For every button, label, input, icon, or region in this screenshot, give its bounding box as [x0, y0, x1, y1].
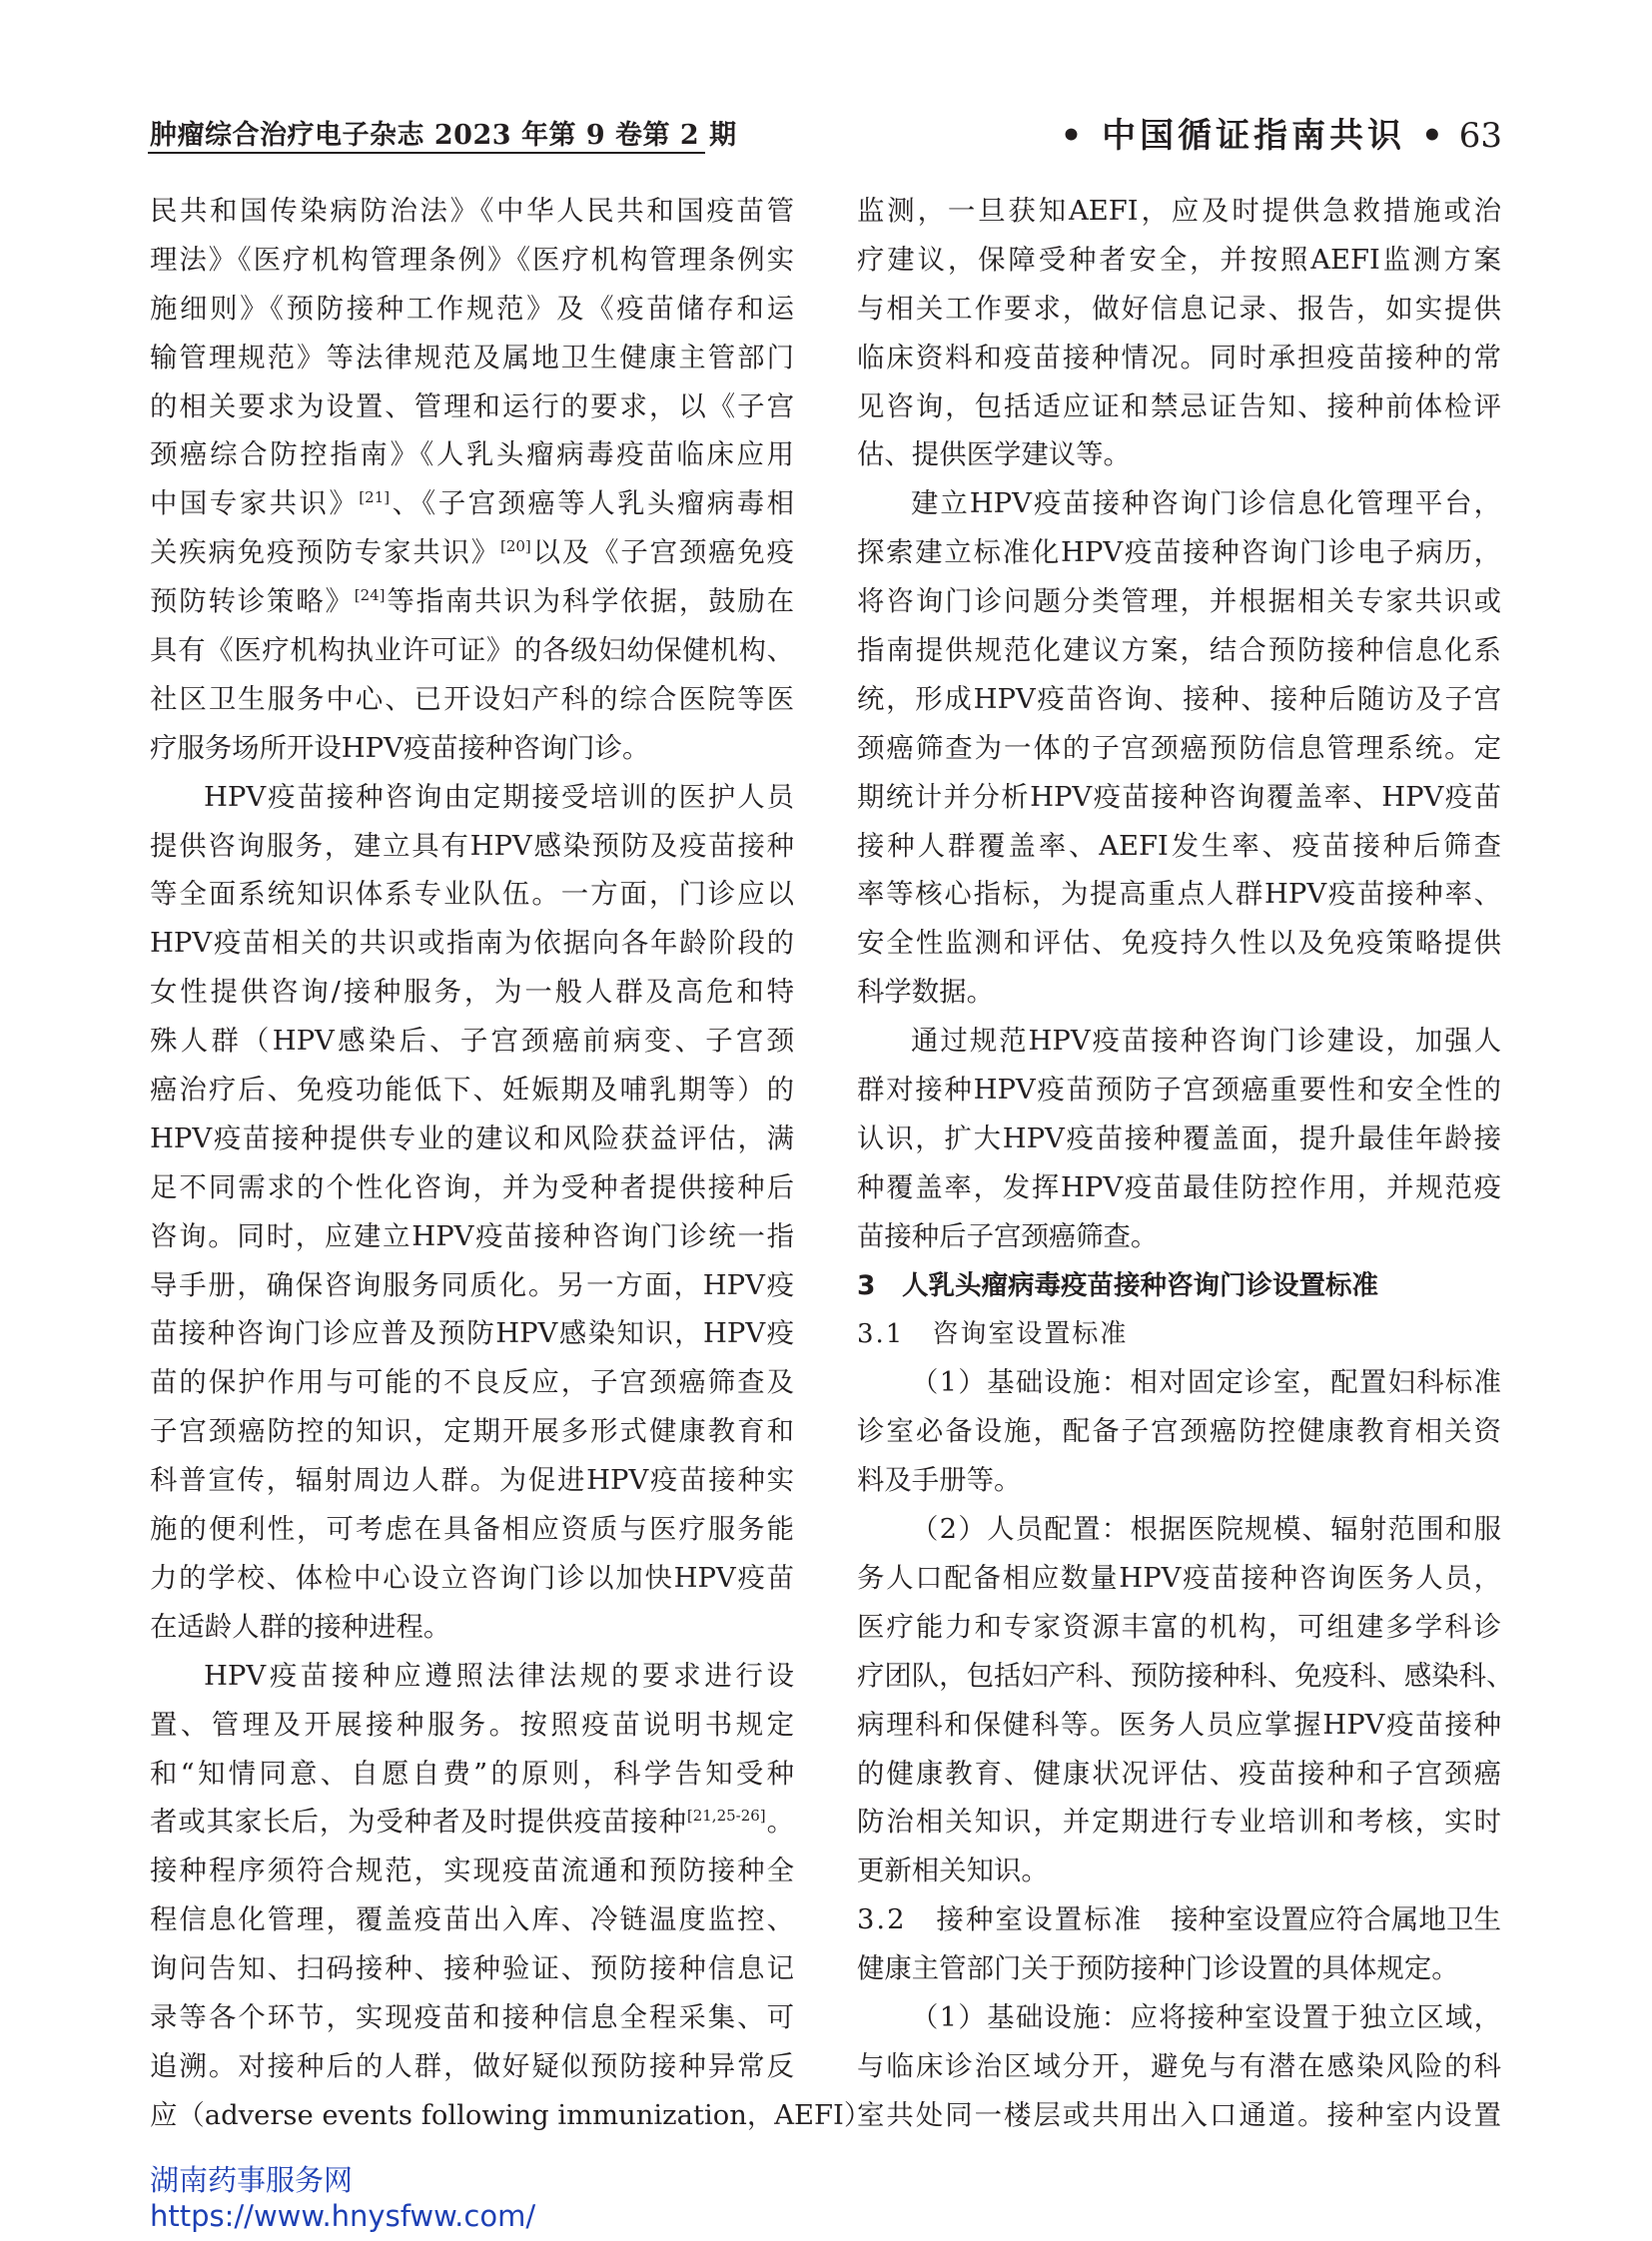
text-line: （1）基础设施：应将接种室设置于独立区域， [911, 2001, 1501, 2033]
text-line: 等全面系统知识体系专业队伍。一方面，门诊应以 [150, 879, 794, 911]
watermark-site-name: 湖南药事服务网 [150, 2163, 354, 2197]
text-line: 务人口配备相应数量HPV疫苗接种咨询医务人员， [857, 1562, 1501, 1594]
text-line: 室共处同一楼层或共用出入口通道。接种室内设置 [857, 2099, 1501, 2131]
text-run: 预防转诊策略》 [150, 586, 355, 618]
text-line: 疗服务场所开设HPV疫苗接种咨询门诊。 [150, 732, 650, 764]
text-line: 科普宣传，辐射周边人群。为促进HPV疫苗接种实 [150, 1465, 794, 1497]
text-line: 询问告知、扫码接种、接种验证、预防接种信息记 [150, 1953, 794, 1985]
citation-superscript: [24] [354, 586, 386, 604]
text-line: 期统计并分析HPV疫苗接种咨询覆盖率、HPV疫苗 [857, 781, 1501, 813]
text-line: 接种程序须符合规范，实现疫苗流通和预防接种全 [150, 1856, 794, 1887]
text-line: 颈癌综合防控指南》《人乳头瘤病毒疫苗临床应用 [150, 439, 794, 471]
text-line: 导手册，确保咨询服务同质化。另一方面，HPV疫 [150, 1269, 794, 1301]
text-line: 种覆盖率，发挥HPV疫苗最佳防控作用，并规范疫 [857, 1171, 1501, 1203]
text-run: 关疾病免疫预防专家共识》 [150, 537, 500, 569]
text-line [150, 529, 794, 578]
text-line: 与临床诊治区域分开，避免与有潜在感染风险的科 [857, 2050, 1501, 2082]
text-line: 接种人群覆盖率、AEFI发生率、疫苗接种后筛查 [857, 830, 1501, 862]
text-line: 疗团队，包括妇产科、预防接种科、免疫科、感染科、 [857, 1660, 1514, 1692]
text-run: 。 [765, 1807, 794, 1839]
text-run: 等指南共识为科学依据，鼓励在 [385, 586, 794, 618]
text-line: 估、提供医学建议等。 [857, 439, 1131, 471]
running-header-section [1061, 108, 1502, 157]
text-line: 施的便利性，可考虑在具备相应资质与医疗服务能 [150, 1514, 794, 1546]
text-run: 、《子宫颈癌等人乳头瘤病毒相 [390, 488, 794, 520]
watermark-url[interactable]: https://www.hnysfww.com/ [150, 2199, 536, 2233]
text-line: 追溯。对接种后的人群，做好疑似预防接种异常反 [150, 2050, 794, 2082]
header-rule [148, 152, 705, 154]
text-line: 提供咨询服务，建立具有HPV感染预防及疫苗接种 [150, 830, 794, 862]
text-line: 病理科和保健科等。医务人员应掌握HPV疫苗接种 [857, 1709, 1501, 1741]
text-line: 力的学校、体检中心设立咨询门诊以加快HPV疫苗 [150, 1562, 794, 1594]
text-run: 者或其家长后，为受种者及时提供疫苗接种 [150, 1807, 687, 1839]
text-line: HPV疫苗相关的共识或指南为依据向各年龄阶段的 [150, 928, 794, 960]
citation-superscript: [21] [359, 488, 391, 507]
text-line: 率等核心指标，为提高重点人群HPV疫苗接种率、 [857, 879, 1501, 911]
text-run: 接种室设置应符合属地卫生 [1143, 1904, 1501, 1936]
watermark-footer [150, 2162, 535, 2234]
text-line: 料及手册等。 [857, 1465, 1022, 1497]
left-column [150, 188, 872, 2141]
text-line: 的健康教育、健康状况评估、疫苗接种和子宫颈癌 [857, 1758, 1501, 1790]
section-heading: 3 人乳头瘤病毒疫苗接种咨询门诊设置标准 [857, 1269, 1378, 1301]
text-line: 程信息化管理，覆盖疫苗出入库、冷链温度监控、 [150, 1904, 794, 1936]
text-line [150, 578, 794, 627]
text-line: 建立HPV疫苗接种咨询门诊信息化管理平台， [911, 488, 1501, 520]
text-line: 苗的保护作用与可能的不良反应，子宫颈癌筛查及 [150, 1367, 794, 1399]
text-line: 科学数据。 [857, 977, 994, 1009]
text-line: 殊人群（HPV感染后、子宫颈癌前病变、子宫颈 [150, 1026, 794, 1058]
text-line: 颈癌筛查为一体的子宫颈癌预防信息管理系统。定 [857, 732, 1501, 764]
text-line: 防治相关知识，并定期进行专业培训和考核，实时 [857, 1807, 1501, 1839]
text-line: 社区卫生服务中心、已开设妇产科的综合医院等医 [150, 683, 794, 715]
text-line: 健康主管部门关于预防接种门诊设置的具体规定。 [857, 1953, 1459, 1985]
text-line: 民共和国传染病防治法》《中华人民共和国疫苗管 [150, 196, 794, 227]
text-line: 具有《医疗机构执业许可证》的各级妇幼保健机构、 [150, 635, 794, 667]
text-line: 监测，一旦获知AEFI，应及时提供急救措施或治 [857, 196, 1501, 227]
text-line: 咨询。同时，应建立HPV疫苗接种咨询门诊统一指 [150, 1220, 794, 1252]
text-line: 录等各个环节，实现疫苗和接种信息全程采集、可 [150, 2001, 794, 2033]
text-line: 癌治疗后、免疫功能低下、妊娠期及哺乳期等）的 [150, 1075, 794, 1107]
text-line: 医疗能力和专家资源丰富的机构，可组建多学科诊 [857, 1611, 1501, 1643]
subsection-heading: 3.2 接种室设置标准 [857, 1904, 1144, 1936]
text-line: 子宫颈癌防控的知识，定期开展多形式健康教育和 [150, 1416, 794, 1448]
text-line: 统，形成HPV疫苗咨询、接种、接种后随访及子宫 [857, 683, 1501, 715]
page-number: 63 [1458, 116, 1502, 156]
text-line: 认识，扩大HPV疫苗接种覆盖面，提升最佳年龄接 [857, 1122, 1501, 1154]
text-line: 探索建立标准化HPV疫苗接种咨询门诊电子病历， [857, 537, 1501, 569]
text-line: 与相关工作要求，做好信息记录、报告，如实提供 [857, 293, 1501, 325]
text-line: 施细则》《预防接种工作规范》及《疫苗储存和运 [150, 293, 794, 325]
subsection-heading: 3.1 咨询室设置标准 [857, 1319, 1129, 1350]
text-line: 足不同需求的个性化咨询，并为受种者提供接种后 [150, 1171, 794, 1203]
section-title: • 中国循证指南共识 • [1060, 116, 1447, 156]
text-line: 诊室必备设施，配备子宫颈癌防控健康教育相关资 [857, 1416, 1501, 1448]
text-line: HPV疫苗接种提供专业的建议和风险获益评估，满 [150, 1122, 794, 1154]
text-line: 群对接种HPV疫苗预防子宫颈癌重要性和安全性的 [857, 1075, 1501, 1107]
text-line: 应（adverse events following immunization，AEFI） [150, 2099, 872, 2131]
text-line [150, 480, 794, 529]
running-header-journal: 肿瘤综合治疗电子杂志 2023 年第 9 卷第 2 期 [150, 120, 737, 151]
citation-superscript: [20] [499, 537, 531, 556]
text-line: 通过规范HPV疫苗接种咨询门诊建设，加强人 [911, 1026, 1501, 1058]
text-line: 安全性监测和评估、免疫持久性以及免疫策略提供 [857, 928, 1501, 960]
text-run: 中国专家共识》 [150, 488, 360, 520]
text-line: （2）人员配置：根据医院规模、辐射范围和服 [911, 1514, 1501, 1546]
text-line: 女性提供咨询/接种服务，为一般人群及高危和特 [150, 977, 794, 1009]
text-line: 在适龄人群的接种进程。 [150, 1611, 451, 1643]
text-line: 的相关要求为设置、管理和运行的要求，以《子宫 [150, 390, 794, 422]
text-line: 更新相关知识。 [857, 1856, 1049, 1887]
text-line: （1）基础设施：相对固定诊室，配置妇科标准 [911, 1367, 1501, 1399]
text-line [857, 1896, 1501, 1945]
text-line: 指南提供规范化建议方案，结合预防接种信息化系 [857, 635, 1501, 667]
text-line: 苗接种后子宫颈癌筛查。 [857, 1220, 1159, 1252]
text-line: 苗接种咨询门诊应普及预防HPV感染知识，HPV疫 [150, 1318, 794, 1350]
text-line: 理法》《医疗机构管理条例》《医疗机构管理条例实 [150, 244, 794, 276]
text-line: 见咨询，包括适应证和禁忌证告知、接种前体检评 [857, 390, 1501, 422]
text-line: 将咨询门诊问题分类管理，并根据相关专家共识或 [857, 586, 1501, 618]
text-line: HPV疫苗接种咨询由定期接受培训的医护人员 [204, 781, 794, 813]
text-line: 和“知情同意、自愿自费”的原则，科学告知受种 [150, 1758, 794, 1790]
text-line: 输管理规范》等法律规范及属地卫生健康主管部门 [150, 342, 794, 374]
text-line: HPV疫苗接种应遵照法律法规的要求进行设 [204, 1660, 794, 1692]
citation-superscript: [21,25-26] [686, 1807, 766, 1826]
right-column [857, 188, 1514, 2141]
text-line: 置、管理及开展接种服务。按照疫苗说明书规定 [150, 1709, 794, 1741]
text-line [150, 1799, 794, 1848]
text-line: 疗建议，保障受种者安全，并按照AEFI监测方案 [857, 244, 1501, 276]
text-run: 以及《子宫颈癌免疫 [530, 537, 794, 569]
text-line: 临床资料和疫苗接种情况。同时承担疫苗接种的常 [857, 342, 1501, 374]
